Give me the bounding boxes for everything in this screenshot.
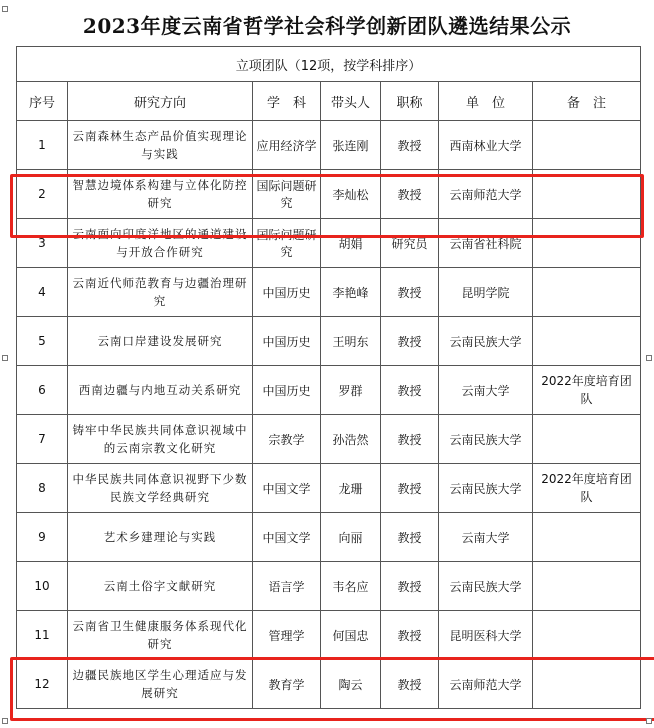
table-row [17, 513, 641, 562]
team-leader-cell: 张连刚 [321, 121, 381, 170]
page-corner-handle [646, 355, 652, 361]
row-number-cell: 11 [17, 611, 68, 660]
professional-title-cell: 教授 [381, 170, 439, 219]
table-row [17, 121, 641, 170]
discipline-cell: 国际问题研究 [253, 219, 321, 268]
table-row [17, 219, 641, 268]
discipline-cell: 中国历史 [253, 268, 321, 317]
note-cell [533, 660, 641, 709]
research-direction-cell: 云南森林生态产品价值实现理论与实践 [68, 121, 253, 170]
note-cell [533, 317, 641, 366]
discipline-cell: 语言学 [253, 562, 321, 611]
professional-title-cell: 教授 [381, 464, 439, 513]
professional-title-cell: 教授 [381, 317, 439, 366]
table-row [17, 415, 641, 464]
team-leader-cell: 韦名应 [321, 562, 381, 611]
discipline-cell: 中国文学 [253, 464, 321, 513]
discipline-cell: 应用经济学 [253, 121, 321, 170]
discipline-cell: 管理学 [253, 611, 321, 660]
research-direction-cell: 西南边疆与内地互动关系研究 [68, 366, 253, 415]
note-cell [533, 121, 641, 170]
table-row [17, 366, 641, 415]
discipline-cell: 中国文学 [253, 513, 321, 562]
page-corner-handle [2, 6, 8, 12]
row-number-cell: 10 [17, 562, 68, 611]
professional-title-cell: 研究员 [381, 219, 439, 268]
team-leader-cell: 陶云 [321, 660, 381, 709]
unit-cell: 云南民族大学 [439, 464, 533, 513]
table-row [17, 660, 641, 709]
research-direction-cell: 艺术乡建理论与实践 [68, 513, 253, 562]
note-cell [533, 513, 641, 562]
research-direction-cell: 云南面向印度洋地区的通道建设与开放合作研究 [68, 219, 253, 268]
page-corner-handle [2, 355, 8, 361]
note-cell: 2022年度培育团队 [533, 366, 641, 415]
unit-cell: 西南林业大学 [439, 121, 533, 170]
header-discipline: 学 科 [253, 82, 321, 121]
team-leader-cell: 李艳峰 [321, 268, 381, 317]
row-number-cell: 6 [17, 366, 68, 415]
discipline-cell: 中国历史 [253, 366, 321, 415]
page-corner-handle [646, 718, 652, 724]
row-number-cell: 8 [17, 464, 68, 513]
table-subtitle: 立项团队（12项，按学科排序） [17, 47, 641, 82]
unit-cell: 云南师范大学 [439, 170, 533, 219]
table-row [17, 611, 641, 660]
unit-cell: 云南大学 [439, 366, 533, 415]
unit-cell: 云南民族大学 [439, 562, 533, 611]
professional-title-cell: 教授 [381, 268, 439, 317]
professional-title-cell: 教授 [381, 513, 439, 562]
unit-cell: 昆明学院 [439, 268, 533, 317]
note-cell: 2022年度培育团队 [533, 464, 641, 513]
team-leader-cell: 罗群 [321, 366, 381, 415]
row-number-cell: 12 [17, 660, 68, 709]
research-direction-cell: 铸牢中华民族共同体意识视域中的云南宗教文化研究 [68, 415, 253, 464]
header-unit: 单 位 [439, 82, 533, 121]
discipline-cell: 宗教学 [253, 415, 321, 464]
research-direction-cell: 边疆民族地区学生心理适应与发展研究 [68, 660, 253, 709]
professional-title-cell: 教授 [381, 366, 439, 415]
header-title: 职称 [381, 82, 439, 121]
unit-cell: 云南师范大学 [439, 660, 533, 709]
header-leader: 带头人 [321, 82, 381, 121]
row-number-cell: 1 [17, 121, 68, 170]
research-direction-cell: 中华民族共同体意识视野下少数民族文学经典研究 [68, 464, 253, 513]
row-number-cell: 3 [17, 219, 68, 268]
row-number-cell: 4 [17, 268, 68, 317]
document-title: 2023年度云南省哲学社会科学创新团队遴选结果公示 [82, 14, 572, 38]
professional-title-cell: 教授 [381, 611, 439, 660]
team-leader-cell: 龙珊 [321, 464, 381, 513]
professional-title-cell: 教授 [381, 415, 439, 464]
row-number-cell: 2 [17, 170, 68, 219]
team-leader-cell: 王明东 [321, 317, 381, 366]
header-direction: 研究方向 [68, 82, 253, 121]
table-row [17, 317, 641, 366]
table-row [17, 562, 641, 611]
table-row [17, 268, 641, 317]
team-leader-cell: 孙浩然 [321, 415, 381, 464]
team-leader-cell: 向丽 [321, 513, 381, 562]
discipline-cell: 教育学 [253, 660, 321, 709]
row-number-cell: 7 [17, 415, 68, 464]
table-row [17, 170, 641, 219]
page-corner-handle [2, 718, 8, 724]
unit-cell: 云南民族大学 [439, 415, 533, 464]
note-cell [533, 562, 641, 611]
professional-title-cell: 教授 [381, 660, 439, 709]
table-row [17, 464, 641, 513]
team-leader-cell: 胡娟 [321, 219, 381, 268]
research-direction-cell: 云南近代师范教育与边疆治理研究 [68, 268, 253, 317]
discipline-cell: 国际问题研究 [253, 170, 321, 219]
row-number-cell: 9 [17, 513, 68, 562]
unit-cell: 昆明医科大学 [439, 611, 533, 660]
note-cell [533, 170, 641, 219]
research-direction-cell: 云南土俗字文献研究 [68, 562, 253, 611]
note-cell [533, 268, 641, 317]
unit-cell: 云南大学 [439, 513, 533, 562]
note-cell [533, 219, 641, 268]
note-cell [533, 415, 641, 464]
research-direction-cell: 云南口岸建设发展研究 [68, 317, 253, 366]
discipline-cell: 中国历史 [253, 317, 321, 366]
research-direction-cell: 智慧边境体系构建与立体化防控研究 [68, 170, 253, 219]
note-cell [533, 611, 641, 660]
research-direction-cell: 云南省卫生健康服务体系现代化研究 [68, 611, 253, 660]
team-leader-cell: 李灿松 [321, 170, 381, 219]
results-table [16, 46, 641, 709]
header-note: 备 注 [533, 82, 641, 121]
team-leader-cell: 何国忠 [321, 611, 381, 660]
professional-title-cell: 教授 [381, 121, 439, 170]
row-number-cell: 5 [17, 317, 68, 366]
unit-cell: 云南省社科院 [439, 219, 533, 268]
professional-title-cell: 教授 [381, 562, 439, 611]
header-no: 序号 [17, 82, 68, 121]
unit-cell: 云南民族大学 [439, 317, 533, 366]
